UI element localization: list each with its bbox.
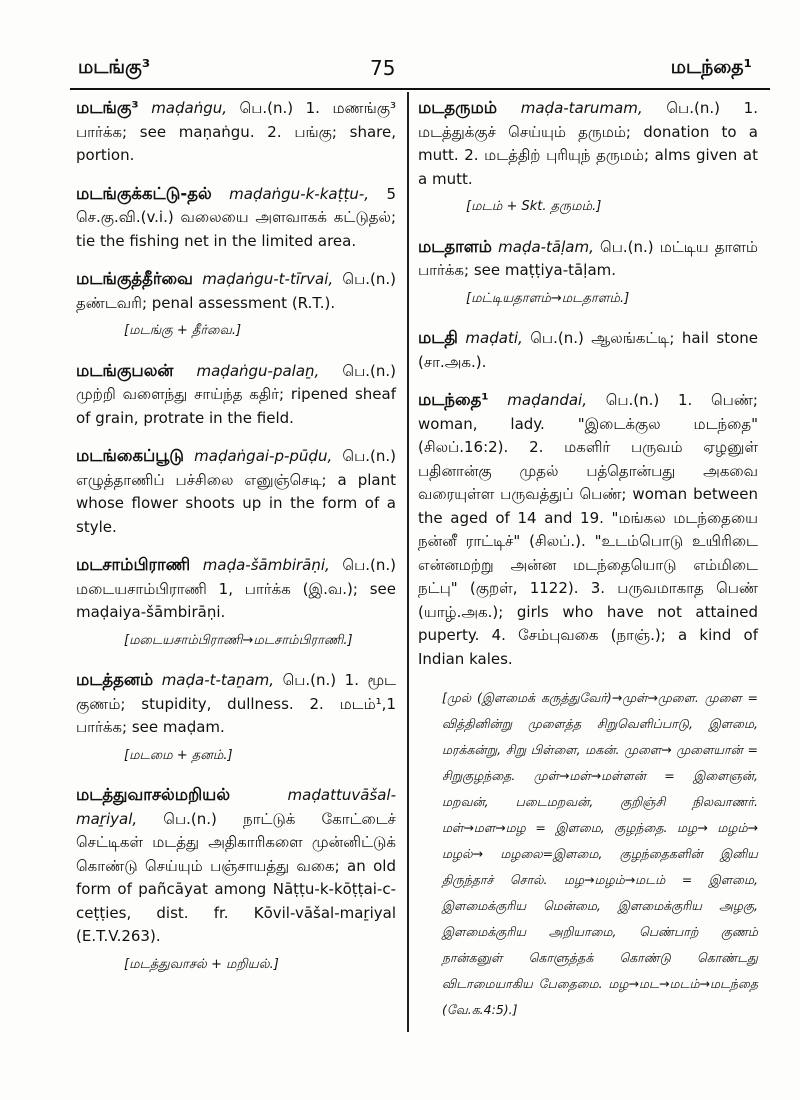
entry-body: பெ.(n.) நாட்டுக் கோட்டைச் செட்டிகள் மடத்து அதிகாரிகளை முன்னிட்டுக் கொண்டு செய்யும் பஞ்சாயத்து வகை; an old form of pañcāyat among Nāṭṭu-k-kōṭṭai-c-ceṭṭies, dist. fr. Kōvil-vāšal-maṟiyal (E.T.V.263).	[76, 809, 396, 945]
transliteration: maḍati,	[465, 329, 523, 347]
dictionary-entry	[418, 326, 758, 374]
transliteration: maḍaṅgu,	[151, 99, 228, 117]
entry-body: பெ.(n.) முற்றி வளைந்து சாய்ந்த கதிர்; ripened sheaf of grain, protrate in the field.	[76, 361, 396, 427]
page-number: 75	[370, 56, 396, 80]
running-head-right: மடந்தை¹	[670, 56, 752, 78]
dictionary-entry	[76, 668, 396, 767]
headword: மடங்குத்தீர்வை	[76, 269, 193, 288]
entry-body: பெ.(n.) 1. மணங்கு³ பார்க்க; see maṇaṅgu. 2. பங்கு; share, portion.	[76, 99, 396, 164]
dictionary-entry	[418, 235, 758, 311]
transliteration: maḍandai,	[507, 391, 587, 409]
transliteration: maḍa-tarumam,	[520, 99, 643, 117]
dictionary-entry	[76, 553, 396, 652]
headword: மடதாளம்	[418, 236, 492, 256]
transliteration: maḍa-tāḷam,	[498, 237, 594, 256]
dictionary-entry	[418, 96, 758, 219]
headword: மடசாம்பிராணி	[76, 555, 191, 574]
headword: மடங்குபலன்	[76, 360, 174, 380]
dictionary-entry	[76, 783, 396, 976]
dictionary-entry	[76, 182, 396, 254]
entry-body: 5 செ.கு.வி.(v.i.) வலையை அளவாகக் கட்டுதல்; tie the fishing net in the limited area.	[76, 184, 396, 250]
entry-body: பெ.(n.) 1. மடத்துக்குச் செய்யும் தருமம்; donation to a mutt. 2. மடத்திற் புரியுந் தருமம்; alms given at a mutt.	[418, 99, 758, 188]
running-head-left: மடங்கு³	[78, 56, 151, 78]
derivation-note: [மடத்துவாசல் + மறியல்.]	[124, 956, 279, 972]
derivation-note: [மட்டியதாளம்→மடதாளம்.]	[466, 290, 630, 306]
dictionary-entry	[76, 96, 396, 168]
transliteration: maḍattuvāšal-maṟiyal,	[76, 786, 396, 828]
derivation-note: [மடம் + Skt. தருமம்.]	[466, 199, 602, 214]
entry-body: பெ.(n.) 1. மூட குணம்; stupidity, dullness. 2. மடம்¹,1 பார்க்க; see maḍam.	[76, 671, 396, 736]
dictionary-entry	[418, 388, 758, 671]
transliteration: maḍa-šāmbirāṇi,	[202, 556, 330, 574]
derivation-note: [மடையசாம்பிராணி→மடசாம்பிராணி.]	[124, 632, 353, 648]
transliteration: maḍa-t-taṉam,	[161, 671, 275, 689]
headword: மடத்தனம்	[76, 670, 154, 689]
left-column	[76, 96, 396, 992]
headword: மடங்குக்கட்டு-தல்	[76, 183, 212, 203]
headword: மடங்கைப்பூடு	[76, 446, 184, 465]
entry-body: பெ.(n.) மட்டிய தாளம் பார்க்க; see maṭṭiya-tāḷam.	[418, 237, 758, 279]
transliteration: maḍaṅgu-t-tīrvai,	[202, 270, 334, 288]
headword: மடதி	[418, 328, 458, 347]
headword: மடந்தை¹	[418, 390, 489, 409]
column-divider	[407, 92, 409, 1032]
entry-body: பெ.(n.) தண்டவரி; penal assessment (R.T.).	[76, 270, 396, 312]
transliteration: maḍaṅgu-k-kaṭṭu-,	[229, 184, 370, 203]
transliteration: maḍaṅgu-palaṉ,	[196, 361, 320, 380]
etymology-note: [முல் (இளமைக் கருத்துவேர்)→முள்→முளை. முளை = வித்தினின்று முளைத்த சிறுவெளிப்பாடு, இளமை, மரக்கன்று, சிறு பிள்ளை, மகன். முளை→ முளையான் = சிறுகுழந்தை. முள்→மள்→மள்ளன் = இளைஞன், மறவன், படைமறவன், குறிஞ்சி நிலவாணர். மள்→மள→மழ = இளமை, குழந்தை. மழ→ மழம்→ மழல்→ மழலை=இளமை, குழந்தைகளின் இனிய திருந்தாச் சொல். மழ→மழம்→மடம் = இளமை, இளமைக்குரிய மென்மை, இளமைக்குரிய அழகு, இளமைக்குரிய அறியாமை, பெண்பாற் குணம் நான்கனுள் கொளுத்தக் கொண்டு கொண்டது விடாமையாகிய பேதைமை. மழ→மட→மடம்→மடந்தை (வே.க.4:5).]	[442, 690, 758, 1017]
dictionary-entry	[76, 267, 396, 343]
headword: மடதருமம்	[418, 98, 498, 117]
entry-body: பெ.(n.) எழுத்தாணிப் பச்சிலை எனுஞ்செடி; a plant whose flower shoots up in the form of a style.	[76, 447, 396, 536]
headword: மடங்கு³	[76, 98, 139, 117]
entry-body: பெ.(n.) மடையசாம்பிராணி 1, பார்க்க (இ.வ.); see maḍaiya-šāmbirāṇi.	[76, 556, 396, 621]
dictionary-entry	[76, 444, 396, 539]
entry-body: பெ.(n.) 1. பெண்; woman, lady. "இடைக்குல மடந்தை" (சிலப்.16:2). 2. மகளிர் பருவம் ஏழனுள் பதினான்கு முதல் பத்தொன்பது அகவை வரையுள்ள பருவத்துப் பெண்; woman between the aged of 14 and 19. "மங்கல மடந்தையை நன்னீ ராட்டிச்" (சிலப்.). "உடம்பொடு உயிரிடை என்னமற்று அன்ன மடந்தையொடு எம்மிடை நட்பு" (குறள், 1122). 3. பருவமாகாத பெண் (யாழ்.அக.); girls who have not attained puperty. 4. சேம்புவகை (நாஞ்.); a kind of Indian kales.	[418, 391, 758, 668]
derivation-note: [மடமை + தனம்.]	[124, 747, 233, 763]
derivation-note: [மடங்கு + தீர்வை.]	[124, 323, 242, 338]
entry-body: பெ.(n.) ஆலங்கட்டி; hail stone (சா.அக.).	[418, 329, 758, 371]
dictionary-entry	[76, 359, 396, 431]
header-rule	[70, 88, 770, 90]
right-column	[418, 96, 758, 1023]
headword: மடத்துவாசல்மறியல்	[76, 785, 231, 804]
transliteration: maḍaṅgai-p-pūḍu,	[194, 447, 333, 465]
